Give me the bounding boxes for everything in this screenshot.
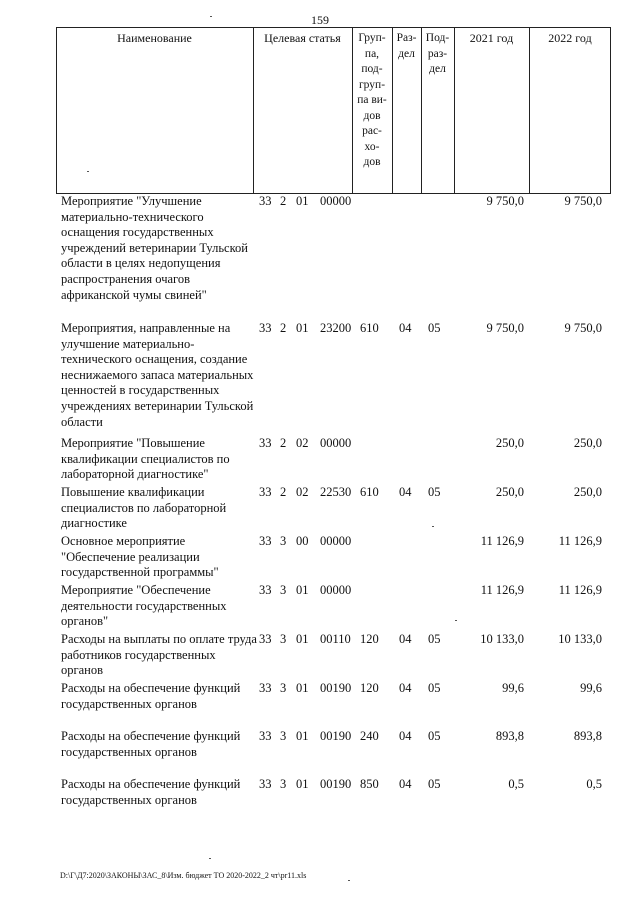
code-section: 04 [399,681,412,695]
amount-2022: 99,6 [580,681,602,695]
code-direction: 00000 [320,436,352,450]
header-name: Наименование [117,31,192,45]
code-subprogram: 2 [280,321,287,335]
code-event: 01 [296,194,309,208]
row-name: Основное мероприятие "Обеспечение реализации государственной программы" [61,534,219,580]
row-name: Расходы на обеспечение функций государственных органов [61,681,241,711]
header-subsection: Под- раз- дел [425,32,450,75]
code-subprogram: 2 [280,485,287,499]
code-direction: 00000 [320,534,352,548]
code-event: 02 [296,485,309,499]
code-subsection: 05 [428,321,441,335]
code-subprogram: 3 [280,681,287,695]
code-group: 610 [360,321,379,335]
amount-2022: 250,0 [573,485,602,499]
code-subprogram: 3 [280,729,287,743]
row-name: Мероприятие "Обеспечение деятельности государственных органов" [61,583,227,629]
code-subprogram: 3 [280,632,287,646]
scan-speck [210,16,212,17]
code-program: 33 [259,534,272,548]
header-divider [454,27,455,194]
code-program: 33 [259,485,272,499]
code-event: 01 [296,632,309,646]
code-direction: 00000 [320,583,352,597]
amount-2021: 9 750,0 [486,321,524,335]
code-direction: 00000 [320,194,352,208]
scan-speck [455,620,457,621]
code-event: 01 [296,681,309,695]
amount-2021: 11 126,9 [480,583,524,597]
code-event: 01 [296,321,309,335]
code-program: 33 [259,583,272,597]
code-group: 120 [360,681,379,695]
code-program: 33 [259,632,272,646]
code-subsection: 05 [428,681,441,695]
code-subprogram: 3 [280,534,287,548]
code-event: 01 [296,777,309,791]
scan-speck [432,526,434,527]
amount-2022: 0,5 [586,777,602,791]
code-subprogram: 3 [280,583,287,597]
row-name: Расходы на обеспечение функций государственных органов [61,729,241,759]
code-group: 120 [360,632,379,646]
code-subsection: 05 [428,729,441,743]
code-section: 04 [399,321,412,335]
code-direction: 00110 [320,632,351,646]
code-program: 33 [259,436,272,450]
code-program: 33 [259,681,272,695]
scan-speck [209,858,211,859]
code-subsection: 05 [428,777,441,791]
row-name: Повышение квалификации специалистов по лабораторной диагностике [61,485,227,531]
amount-2022: 893,8 [573,729,602,743]
code-direction: 23200 [320,321,352,335]
amount-2022: 9 750,0 [564,321,602,335]
code-direction: 00190 [320,729,352,743]
code-section: 04 [399,777,412,791]
page-number: 159 [311,13,329,27]
code-subsection: 05 [428,632,441,646]
code-subprogram: 2 [280,194,287,208]
row-name: Мероприятия, направленные на улучшение материально-технического оснащения, создание неснижаемого запаса материальных ценностей в государственных учреждениях ветеринарии Тульской области [61,321,254,429]
code-group: 850 [360,777,379,791]
code-program: 33 [259,777,272,791]
amount-2021: 0,5 [508,777,524,791]
code-direction: 00190 [320,681,352,695]
code-program: 33 [259,194,272,208]
code-direction: 22530 [320,485,352,499]
row-name: Расходы на обеспечение функций государственных органов [61,777,241,807]
amount-2022: 11 126,9 [558,583,602,597]
amount-2022: 250,0 [573,436,602,450]
amount-2022: 9 750,0 [564,194,602,208]
code-group: 610 [360,485,379,499]
code-section: 04 [399,729,412,743]
header-section: Раз- дел [396,32,417,60]
scan-speck [87,171,89,172]
header-target-article: Целевая статья [264,31,341,45]
header-divider [529,27,530,194]
code-event: 02 [296,436,309,450]
header-divider [253,27,254,194]
amount-2021: 250,0 [495,436,524,450]
header-group: Груп- па, под- груп- па ви- дов рас- хо- дов [357,32,387,168]
amount-2022: 10 133,0 [558,632,602,646]
code-section: 04 [399,485,412,499]
row-name: Расходы на выплаты по оплате труда работников государственных органов [61,632,257,678]
row-name: Мероприятие "Улучшение материально-технического оснащения государственных учреждений ветеринарии Тульской области в целях недопущения распространения очагов африканской чумы свиней" [61,194,248,302]
code-event: 00 [296,534,309,548]
code-subprogram: 2 [280,436,287,450]
code-event: 01 [296,729,309,743]
amount-2021: 9 750,0 [486,194,524,208]
code-direction: 00190 [320,777,352,791]
code-event: 01 [296,583,309,597]
amount-2021: 893,8 [495,729,524,743]
code-subsection: 05 [428,485,441,499]
header-year-2021: 2021 год [469,31,514,45]
file-path-footer: D:\Г\Д7:2020\ЗАКОНЫ\ЗАС_8\Изм. бюджет ТО 2020-2022_2 чт\pr11.xls [60,871,307,880]
amount-2021: 10 133,0 [480,632,524,646]
code-group: 240 [360,729,379,743]
code-section: 04 [399,632,412,646]
amount-2021: 11 126,9 [480,534,524,548]
code-program: 33 [259,321,272,335]
header-year-2022: 2022 год [548,31,592,45]
scan-speck [348,880,350,881]
amount-2021: 250,0 [495,485,524,499]
amount-2021: 99,6 [502,681,524,695]
header-border [56,27,611,194]
code-program: 33 [259,729,272,743]
row-name: Мероприятие "Повышение квалификации специалистов по лабораторной диагностике" [61,436,230,482]
code-subprogram: 3 [280,777,287,791]
amount-2022: 11 126,9 [558,534,602,548]
